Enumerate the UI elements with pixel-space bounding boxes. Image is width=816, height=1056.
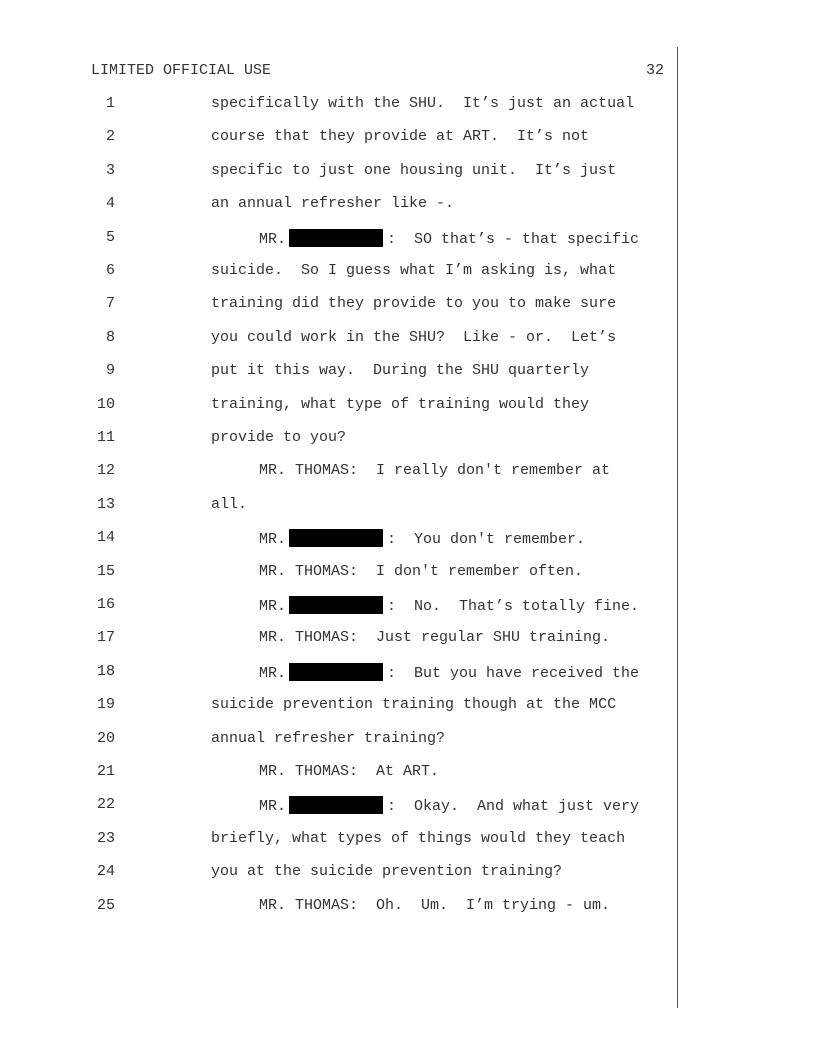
line-number: 21 — [96, 763, 115, 780]
line-number: 25 — [96, 897, 115, 914]
line-number: 22 — [96, 796, 115, 813]
line-text — [259, 229, 639, 248]
line-text: suicide prevention training though at the MCC — [211, 696, 617, 713]
line-text: specifically with the SHU. It’s just an actual — [211, 95, 635, 112]
line-text: MR. THOMAS: Oh. Um. I’m trying - um. — [259, 897, 611, 914]
line-number: 4 — [105, 195, 115, 212]
line-number: 3 — [105, 162, 115, 179]
line-text: an annual refresher like -. — [211, 195, 455, 212]
line-number: 17 — [96, 629, 115, 646]
line-text: you could work in the SHU? Like - or. Let’s — [211, 329, 617, 346]
line-number: 13 — [96, 496, 115, 513]
line-text: MR. THOMAS: I don't remember often. — [259, 563, 584, 580]
line-number: 12 — [96, 462, 115, 479]
line-text: all. — [211, 496, 248, 513]
page-number: 32 — [646, 62, 665, 79]
line-text: briefly, what types of things would they teach — [211, 830, 626, 847]
line-text: course that they provide at ART. It’s not — [211, 128, 590, 145]
speaker-label: MR. — [259, 531, 287, 548]
line-number: 6 — [105, 262, 115, 279]
margin-rule — [677, 47, 678, 1008]
spoken-text: : You don't remember. — [387, 531, 586, 548]
line-number: 23 — [96, 830, 115, 847]
line-number: 20 — [96, 730, 115, 747]
line-number: 19 — [96, 696, 115, 713]
redaction-block — [289, 229, 383, 247]
line-text: training did they provide to you to make sure — [211, 295, 617, 312]
line-number: 1 — [105, 95, 115, 112]
line-text — [259, 796, 639, 815]
line-text: you at the suicide prevention training? — [211, 863, 563, 880]
line-number: 7 — [105, 295, 115, 312]
redaction-block — [289, 529, 383, 547]
line-text: put it this way. During the SHU quarterly — [211, 362, 590, 379]
line-text — [259, 596, 639, 615]
line-number: 15 — [96, 563, 115, 580]
classification-header: LIMITED OFFICIAL USE — [91, 62, 272, 79]
line-text: MR. THOMAS: I really don't remember at — [259, 462, 611, 479]
redaction-block — [289, 596, 383, 614]
speaker-label: MR. — [259, 798, 287, 815]
line-number: 24 — [96, 863, 115, 880]
line-text: training, what type of training would they — [211, 396, 590, 413]
line-text — [259, 529, 585, 548]
redaction-block — [289, 796, 383, 814]
line-number: 5 — [105, 229, 115, 246]
spoken-text: : But you have received the — [387, 665, 640, 682]
line-number: 2 — [105, 128, 115, 145]
line-number: 16 — [96, 596, 115, 613]
spoken-text: : No. That’s totally fine. — [387, 598, 640, 615]
line-text: provide to you? — [211, 429, 347, 446]
line-number: 14 — [96, 529, 115, 546]
line-number: 8 — [105, 329, 115, 346]
spoken-text: : SO that’s - that specific — [387, 231, 640, 248]
spoken-text: : Okay. And what just very — [387, 798, 640, 815]
line-number: 18 — [96, 663, 115, 680]
line-number: 9 — [105, 362, 115, 379]
line-text: suicide. So I guess what I’m asking is, what — [211, 262, 617, 279]
line-number: 10 — [96, 396, 115, 413]
line-number: 11 — [96, 429, 115, 446]
line-text: annual refresher training? — [211, 730, 446, 747]
speaker-label: MR. — [259, 231, 287, 248]
line-text: MR. THOMAS: Just regular SHU training. — [259, 629, 611, 646]
line-text — [259, 663, 639, 682]
line-text: specific to just one housing unit. It’s just — [211, 162, 617, 179]
redaction-block — [289, 663, 383, 681]
speaker-label: MR. — [259, 598, 287, 615]
line-text: MR. THOMAS: At ART. — [259, 763, 440, 780]
speaker-label: MR. — [259, 665, 287, 682]
